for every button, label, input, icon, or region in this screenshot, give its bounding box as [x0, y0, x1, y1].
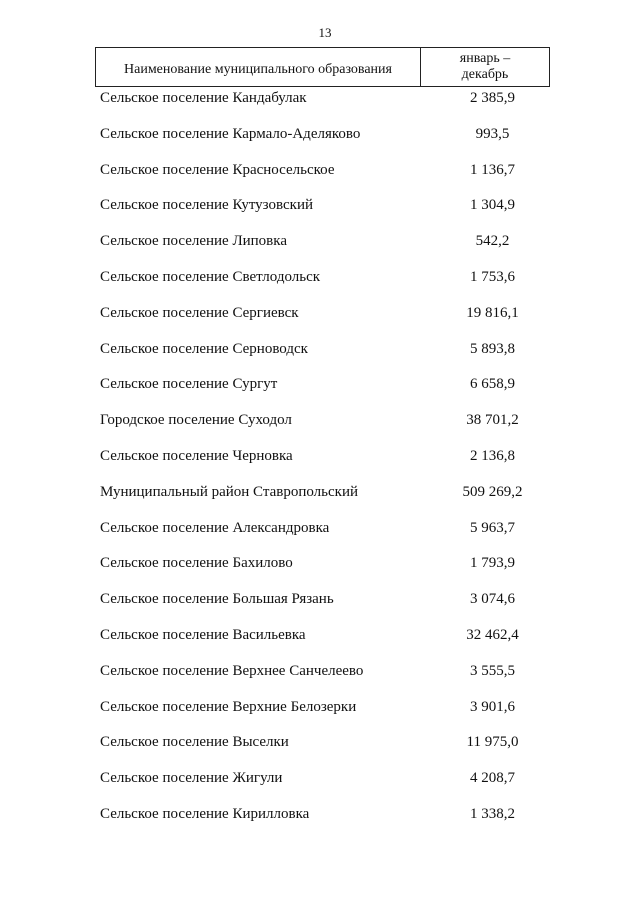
row-name: Городское поселение Суходол — [100, 412, 292, 429]
table-row — [0, 374, 640, 410]
table-row — [0, 88, 640, 124]
row-name: Сельское поселение Светлодольск — [100, 268, 321, 285]
row-value: 993,5 — [475, 125, 510, 142]
row-value: 509 269,2 — [462, 483, 523, 500]
table-row — [0, 589, 640, 625]
row-name: Сельское поселение Кандабулак — [100, 90, 307, 106]
row-value: 1 338,2 — [470, 805, 515, 822]
table-row — [0, 124, 640, 160]
header-name-column: Наименование муниципального образования — [96, 48, 421, 86]
row-name: Сельское поселение Черновка — [100, 447, 293, 464]
row-value: 3 901,6 — [470, 698, 515, 715]
table-row — [0, 518, 640, 554]
row-name: Сельское поселение Кармало-Аделяково — [100, 125, 361, 142]
row-name: Сельское поселение Васильевка — [100, 626, 306, 643]
table-row — [0, 768, 640, 804]
table-row — [0, 303, 640, 339]
table-row — [0, 231, 640, 267]
row-value: 1 753,6 — [470, 268, 515, 285]
row-name: Муниципальный район Ставропольский — [100, 483, 359, 500]
table-row — [0, 482, 640, 518]
row-name: Сельское поселение Красносельское — [100, 161, 335, 178]
row-name: Сельское поселение Жигули — [100, 770, 283, 787]
row-name: Сельское поселение Кутузовский — [100, 197, 314, 214]
row-value: 4 208,7 — [470, 770, 515, 787]
header-period-line1: январь – — [459, 51, 511, 66]
table-body — [0, 88, 640, 840]
table-row — [0, 410, 640, 446]
row-name: Сельское поселение Выселки — [100, 734, 289, 751]
row-name: Сельское поселение Сургут — [100, 376, 278, 393]
row-value: 38 701,2 — [466, 412, 519, 429]
row-name: Сельское поселение Верхние Белозерки — [100, 698, 357, 715]
table-row — [0, 553, 640, 589]
row-value: 3 074,6 — [470, 591, 515, 608]
row-name: Сельское поселение Кирилловка — [100, 805, 310, 822]
header-period-line2: декабрь — [461, 67, 509, 82]
row-value: 11 975,0 — [466, 734, 519, 751]
table-row — [0, 625, 640, 661]
table-row — [0, 732, 640, 768]
row-value: 19 816,1 — [466, 304, 519, 321]
table-row — [0, 661, 640, 697]
table-row — [0, 446, 640, 482]
table-row — [0, 339, 640, 375]
row-value: 32 462,4 — [466, 626, 519, 643]
row-value: 2 136,8 — [470, 447, 515, 464]
table-row — [0, 195, 640, 231]
table-row — [0, 697, 640, 733]
row-value: 2 385,9 — [470, 90, 515, 106]
row-name: Сельское поселение Большая Рязань — [100, 591, 334, 608]
row-name: Сельское поселение Верхнее Санчелеево — [100, 662, 364, 679]
row-name: Сельское поселение Бахилово — [100, 555, 293, 572]
row-value: 1 136,7 — [470, 161, 515, 178]
row-name: Сельское поселение Сергиевск — [100, 304, 299, 321]
table-row — [0, 267, 640, 303]
row-value: 3 555,5 — [470, 662, 515, 679]
row-name: Сельское поселение Александровка — [100, 519, 330, 536]
page-number: 13 — [318, 25, 332, 40]
row-value: 1 304,9 — [470, 197, 515, 214]
row-value: 5 893,8 — [470, 340, 515, 357]
table-header — [95, 47, 550, 87]
row-name: Сельское поселение Серноводск — [100, 340, 308, 357]
row-name: Сельское поселение Липовка — [100, 233, 287, 250]
row-value: 1 793,9 — [470, 555, 515, 572]
row-value: 542,2 — [475, 233, 510, 250]
header-period-column — [421, 48, 549, 86]
row-value: 5 963,7 — [470, 519, 515, 536]
row-value: 6 658,9 — [470, 376, 515, 393]
table-row — [0, 804, 640, 840]
table-row — [0, 160, 640, 196]
